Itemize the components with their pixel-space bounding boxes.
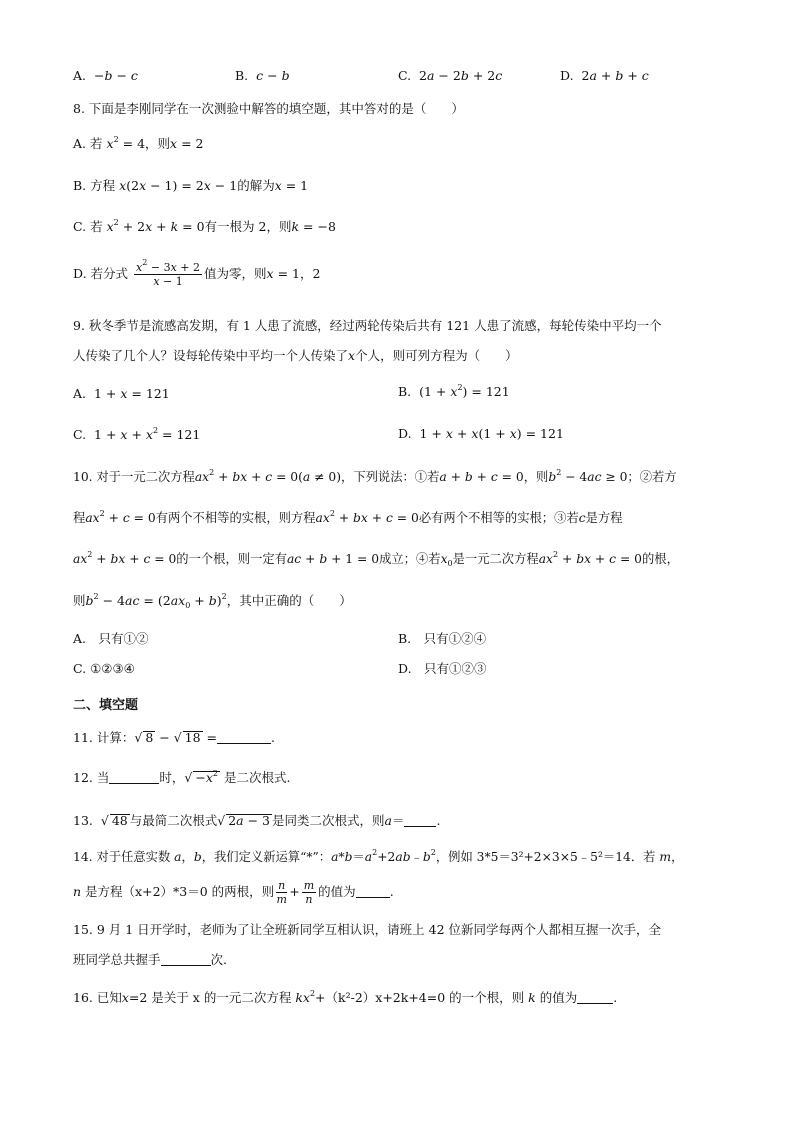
- q10-line4: 则$b^2 - 4ac = (2ax_0 + b)^2$，其中正确的（ ）: [73, 592, 352, 610]
- answer-blank[interactable]: [217, 731, 271, 744]
- q8-option-d: D. 若分式 $\frac{x^2 - 3x + 2}{x - 1}$ 值为零，则x = 1，2: [73, 258, 321, 288]
- q9-option-b: B. $(1 + x^2) = 121$: [398, 383, 510, 399]
- q9-line2: 人传染了几个人？设每轮传染中平均一个人传染了x个人，则可列方程为（ ）: [73, 348, 518, 363]
- q10-line1: 10. 对于一元二次方程$ax^2$ + bx + c = 0(a ≠ 0)，下列说法：①若a + b + c = 0，则$b^2 - 4ac \ge 0$；②若方: [73, 468, 677, 484]
- answer-blank[interactable]: [404, 814, 436, 827]
- fraction: $\frac{m}{n}$: [303, 879, 315, 906]
- q8-stem: 8. 下面是李刚同学在一次测验中解答的填空题，其中答对的是（ ）: [73, 101, 464, 116]
- fraction: $\frac{x^2 - 3x + 2}{x - 1}$: [136, 258, 201, 288]
- q9-line1: 9. 秋冬季节是流感高发期，有 1 人患了流感，经过两轮传染后共有 121 人患了流感，每轮传染中平均一个: [73, 318, 662, 333]
- q13: 13. √ 48 与最简二次根式√ 2a − 3 是同类二次根式，则a＝ .: [73, 814, 440, 828]
- q10-option-a: A. 只有①②: [73, 631, 149, 646]
- q15-line2: 班同学总共握手 次.: [73, 952, 227, 967]
- q9-option-a: A. 1 + x = 121: [73, 386, 170, 401]
- q10-line3: $ax^2$ + bx + c = 0的一个根，则一定有ac + b + 1 = 0成立；④若$x_0$是一元二次方程$ax^2$ + bx + c = 0的根，: [73, 550, 679, 568]
- answer-blank[interactable]: [109, 771, 159, 784]
- q15-line1: 15. 9 月 1 日开学时，老师为了让全班新同学互相认识，请班上 42 位新同学每两个人都相互握一次手，全: [73, 922, 662, 937]
- q14-line2: n 是方程（x+2）*3＝0 的两根，则 $\frac{n}{m}$ + $\frac{m}{n}$ 的值为 .: [73, 879, 394, 906]
- fraction: $\frac{n}{m}$: [276, 879, 287, 906]
- q7-option-c: C. 2a − 2b + 2c: [398, 68, 503, 83]
- q8-option-c: C. 若 $x^2 + 2x + k = 0$有一根为 2，则k = −8: [73, 218, 336, 234]
- answer-blank[interactable]: [577, 991, 613, 1004]
- q7-option-b: B. c − b: [235, 68, 290, 83]
- q12: 12. 当 时，√ $-x^2$ 是二次根式.: [73, 771, 290, 785]
- q9-option-c: C. $1 + x + x^2 = 121$: [73, 426, 201, 442]
- q11: 11. 计算：√ 8 − √ 18 = .: [73, 731, 275, 745]
- q14-line1: 14. 对于任意实数 a，b，我们定义新运算“*”：$a*b=a^2+2ab﹣b^2$，例如 3*5＝3²+2×3×5﹣5²＝14．若 m，: [73, 848, 684, 864]
- q10-option-b: B. 只有①②④: [398, 631, 487, 646]
- q10-option-c: C. ①②③④: [73, 661, 135, 676]
- q8-option-b: B. 方程 x(2x − 1) = 2x − 1的解为x = 1: [73, 178, 309, 193]
- q7-option-d: D. 2a + b + c: [560, 68, 649, 83]
- answer-blank[interactable]: [356, 885, 390, 898]
- q8-option-a: A. 若 $x^2 = 4$，则x = 2: [73, 135, 204, 151]
- q7-option-a: A. −b − c: [73, 68, 138, 83]
- answer-blank[interactable]: [161, 953, 211, 966]
- q10-line2: 程$ax^2 + c = 0$有两个不相等的实根，则方程$ax^2$ + bx + c = 0必有两个不相等的实根；③若c是方程: [73, 509, 623, 525]
- q16: 16. 已知x=2 是关于 x 的一元二次方程 $kx^2+(k^2-2)x+2k+4=0$ 的一个根，则 k 的值为 .: [73, 989, 618, 1005]
- section-title: 二、填空题: [73, 698, 139, 713]
- q10-option-d: D. 只有①②③: [398, 661, 487, 676]
- q9-option-d: D. 1 + x + x(1 + x) = 121: [398, 426, 564, 441]
